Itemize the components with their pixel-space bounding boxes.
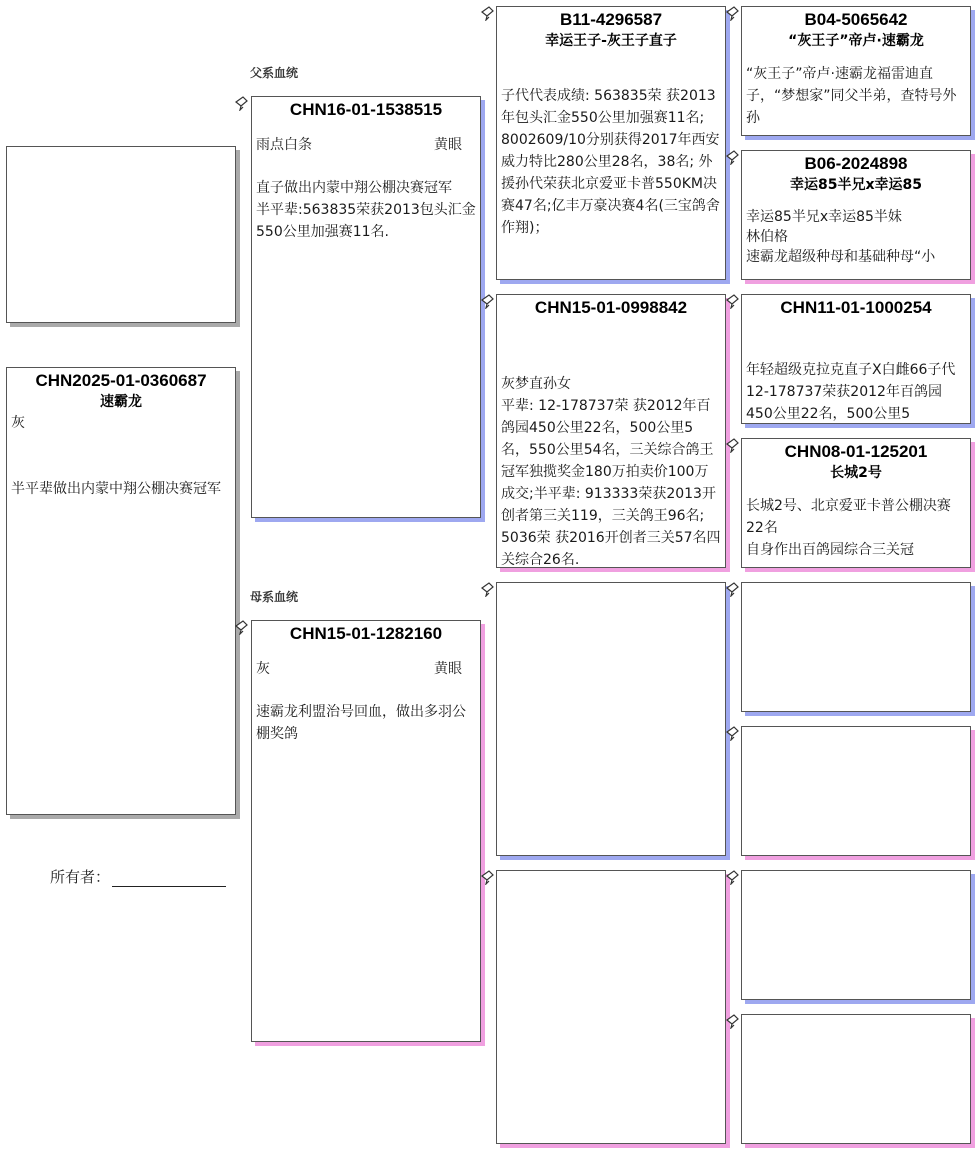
sire-desc: 直子做出内蒙中翔公棚决赛冠军 半平辈:563835荣获2013包头汇金550公里加强赛11名. [256,180,476,240]
edit-marker-icon[interactable] [725,582,740,597]
ssd-card[interactable] [741,150,971,280]
edit-marker-icon[interactable] [480,294,495,309]
photo-placeholder[interactable] [6,146,236,323]
sss-name: “灰王子”帝卢·速霸龙 [788,33,924,49]
edit-marker-icon[interactable] [725,726,740,741]
ssd-desc: 幸运85半兄x幸运85半妹 林伯格 速霸龙超级种母和基础种母“小 [746,209,936,265]
dam-color-row [252,659,480,679]
dam-card[interactable] [251,620,481,1042]
sss-desc: “灰王子”帝卢·速霸龙福雷迪直子，“梦想家”同父半弟，查特号外孙 [746,66,957,126]
ss-desc: 子代代表成绩: 563835荣 获2013年包头汇金550公里加强赛11名; 8002609/10分别获得2017年西安威力特比280公里28名，38名; 外援孙代荣获北京爱亚卡普550KM决赛47名;亿丰万豪决赛4名(三宝鸽舍作翔)； [501,88,720,236]
dsd-card[interactable] [741,726,971,856]
sire-color: 雨点白条 [256,137,312,153]
sd-ring: CHN15-01-0998842 [534,298,688,317]
sire-dam-card[interactable] [496,294,726,568]
edit-marker-icon[interactable] [480,870,495,885]
edit-marker-icon[interactable] [725,1014,740,1029]
edit-marker-icon[interactable] [725,870,740,885]
dam-eye: 黄眼 [434,661,462,677]
dam-desc: 速霸龙利盟治号回血，做出多羽公棚奖鸽 [256,704,466,742]
sire-sire-card[interactable] [496,6,726,280]
subject-desc: 半平辈做出内蒙中翔公棚决赛冠军 [11,481,221,497]
owner-field [50,866,226,887]
owner-line[interactable] [112,868,226,887]
dam-dam-card[interactable] [496,870,726,1144]
ssd-name: 幸运85半兄x幸运85 [790,177,922,193]
sds-desc: 年轻超级克拉克直子X白雌66子代12-178737荣获2012年百鸽园450公里22名，500公里5 [746,362,956,422]
subject-card[interactable] [6,367,236,815]
sire-card[interactable] [251,96,481,518]
ssd-ring: B06-2024898 [804,154,908,173]
dam-color: 灰 [256,661,270,677]
dss-card[interactable] [741,582,971,712]
sire-ring: CHN16-01-1538515 [289,100,443,119]
sd-desc: 灰梦直孙女 平辈: 12-178737荣 获2012年百鸽园450公里22名，500公里5名，550公里54名，三关综合鸽王冠军独揽奖金180万拍卖价100万成交;半平辈: 913333荣获2013开创者第三关119，三关鸽王96名; 5036荣 获2016开创者三关57名四关综合26名. [501,376,721,568]
edit-marker-icon[interactable] [725,294,740,309]
subject-color: 灰 [11,415,25,431]
dds-card[interactable] [741,870,971,1000]
ss-name: 幸运王子-灰王子直子 [545,33,677,49]
sdd-desc: 长城2号、北京爱亚卡普公棚决赛22名 自身作出百鸽园综合三关冠 [746,498,951,558]
sire-color-row [252,135,480,155]
sss-card[interactable] [741,6,971,136]
sdd-ring: CHN08-01-125201 [784,442,928,461]
edit-marker-icon[interactable] [480,6,495,21]
dam-sire-card[interactable] [496,582,726,856]
edit-marker-icon[interactable] [725,438,740,453]
dam-ring: CHN15-01-1282160 [289,624,443,643]
edit-marker-icon[interactable] [725,6,740,21]
sdd-name: 长城2号 [830,465,882,481]
sire-line-label: 父系血统 [250,66,299,80]
edit-marker-icon[interactable] [234,620,249,635]
edit-marker-icon[interactable] [480,582,495,597]
sss-ring: B04-5065642 [804,10,908,29]
edit-marker-icon[interactable] [725,150,740,165]
subject-ring: CHN2025-01-0360687 [35,371,207,390]
subject-name: 速霸龙 [100,394,142,410]
owner-label: 所有者： [50,868,111,886]
sds-card[interactable] [741,294,971,424]
ss-ring: B11-4296587 [559,10,663,29]
dam-line-label: 母系血统 [250,590,299,604]
edit-marker-icon[interactable] [234,96,249,111]
ddd-card[interactable] [741,1014,971,1144]
sds-ring: CHN11-01-1000254 [780,298,932,317]
sire-eye: 黄眼 [434,137,462,153]
sdd-card[interactable] [741,438,971,568]
